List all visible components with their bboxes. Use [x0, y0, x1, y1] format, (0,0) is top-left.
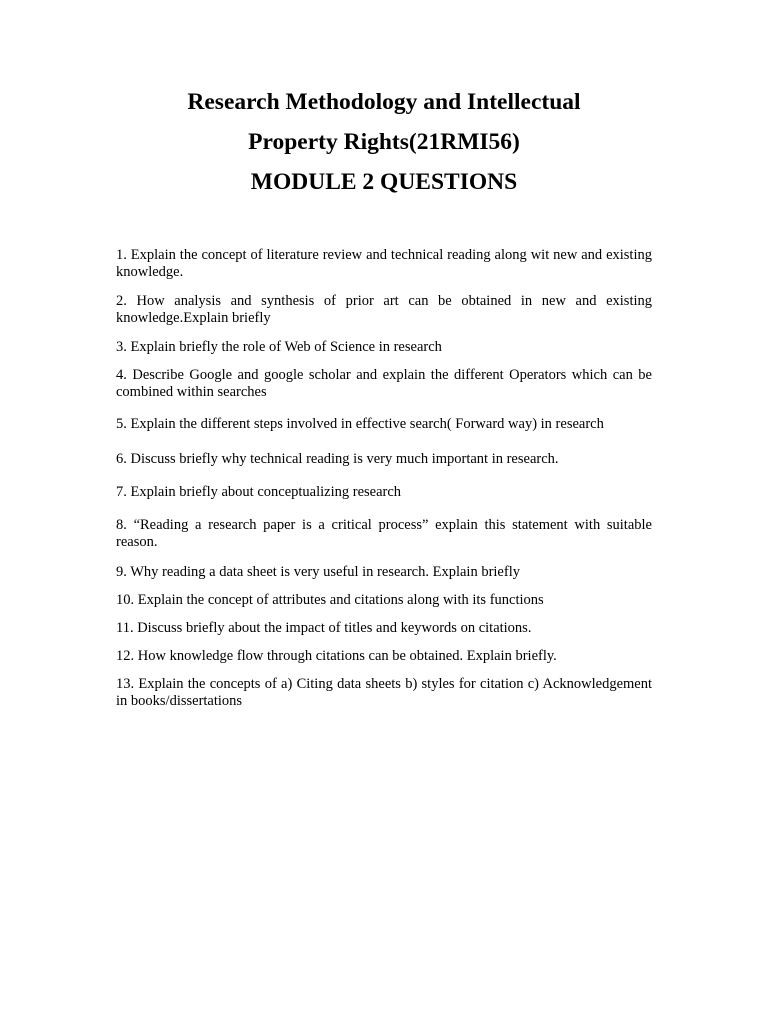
question-12: 12. How knowledge flow through citations can be obtained. Explain briefly.: [116, 648, 557, 664]
question-13: 13. Explain the concepts of a) Citing data sheets b) styles for citation c) Acknowledgement in books/dissertations: [116, 676, 652, 709]
question-4: 4. Describe Google and google scholar and explain the different Operators which can be combined within searches: [116, 367, 652, 400]
question-3: 3. Explain briefly the role of Web of Science in research: [116, 339, 442, 355]
question-6: 6. Discuss briefly why technical reading is very much important in research.: [116, 451, 559, 467]
question-7: 7. Explain briefly about conceptualizing research: [116, 484, 402, 500]
title-line-3: MODULE 2 QUESTIONS: [250, 169, 518, 195]
question-11: 11. Discuss briefly about the impact of titles and keywords on citations.: [116, 620, 532, 636]
title-line-1: Research Methodology and Intellectual: [187, 89, 581, 115]
question-9: 9. Why reading a data sheet is very useful in research. Explain briefly: [116, 564, 520, 580]
title-line-2: Property Rights(21RMI56): [248, 129, 520, 155]
question-2: 2. How analysis and synthesis of prior art can be obtained in new and existing knowledge.Explain briefly: [116, 293, 652, 326]
question-5: 5. Explain the different steps involved in effective search( Forward way) in research: [116, 416, 604, 432]
question-10: 10. Explain the concept of attributes and citations along with its functions: [116, 592, 544, 608]
question-1: 1. Explain the concept of literature review and technical reading along wit new and existing knowledge.: [116, 247, 652, 280]
question-8: 8. “Reading a research paper is a critical process” explain this statement with suitable reason.: [116, 517, 652, 550]
